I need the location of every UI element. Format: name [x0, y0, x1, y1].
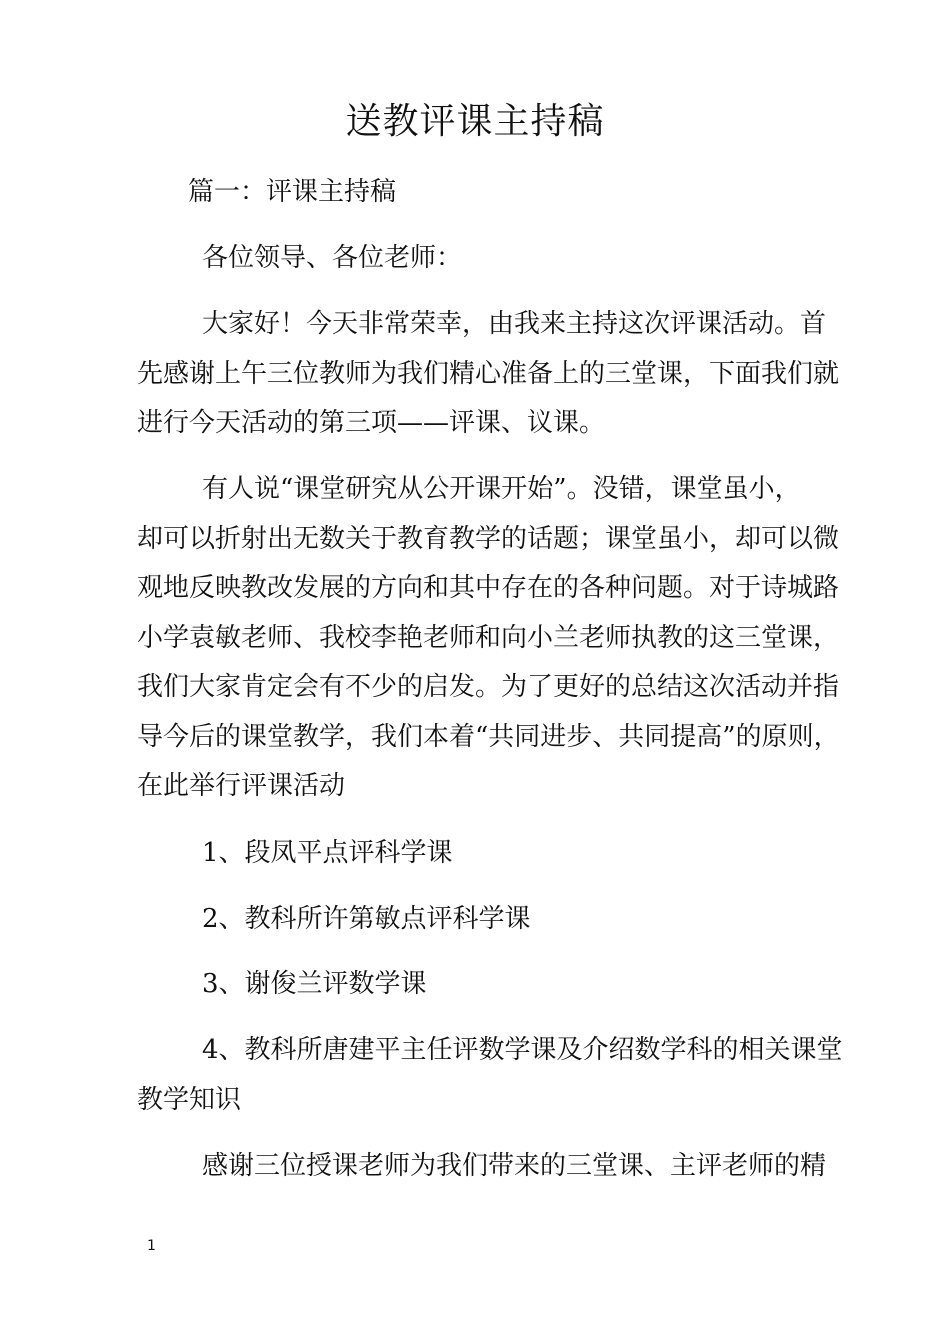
paragraph-line: 进行今天活动的第三项——评课、议课。	[137, 408, 606, 438]
paragraph-line: 却可以折射出无数关于教育教学的话题；课堂虽小，却可以微	[137, 524, 840, 554]
document-title: 送教评课主持稿	[345, 101, 605, 142]
paragraph-line: 感谢三位授课老师为我们带来的三堂课、主评老师的精	[202, 1151, 827, 1181]
paragraph-line: 观地反映教改发展的方向和其中存在的各种问题。对于诗城路	[137, 573, 840, 603]
section-heading: 篇一：评课主持稿	[188, 177, 397, 207]
agenda-item-continuation: 教学知识	[137, 1085, 242, 1115]
paragraph-line: 小学袁敏老师、我校李艳老师和向小兰老师执教的这三堂课，	[137, 623, 840, 653]
paragraph-line: 有人说“课堂研究从公开课开始”。没错，课堂虽小，	[202, 474, 801, 504]
paragraph-line: 先感谢上午三位教师为我们精心准备上的三堂课，下面我们就	[137, 359, 840, 389]
paragraph-line: 在此举行评课活动	[137, 771, 346, 801]
agenda-item: 2、教科所许第敏点评科学课	[202, 904, 531, 934]
paragraph-line: 大家好！今天非常荣幸，由我来主持这次评课活动。首	[202, 309, 827, 339]
paragraph-line: 导今后的课堂教学，我们本着“共同进步、共同提高”的原则，	[137, 722, 840, 752]
greeting: 各位领导、各位老师：	[202, 243, 463, 273]
agenda-item: 3、谢俊兰评数学课	[202, 969, 427, 999]
page-number: 1	[147, 1238, 156, 1254]
agenda-item: 4、教科所唐建平主任评数学课及介绍数学科的相关课堂	[202, 1035, 843, 1065]
agenda-item: 1、段凤平点评科学课	[202, 838, 453, 868]
paragraph-line: 我们大家肯定会有不少的启发。为了更好的总结这次活动并指	[137, 672, 840, 702]
